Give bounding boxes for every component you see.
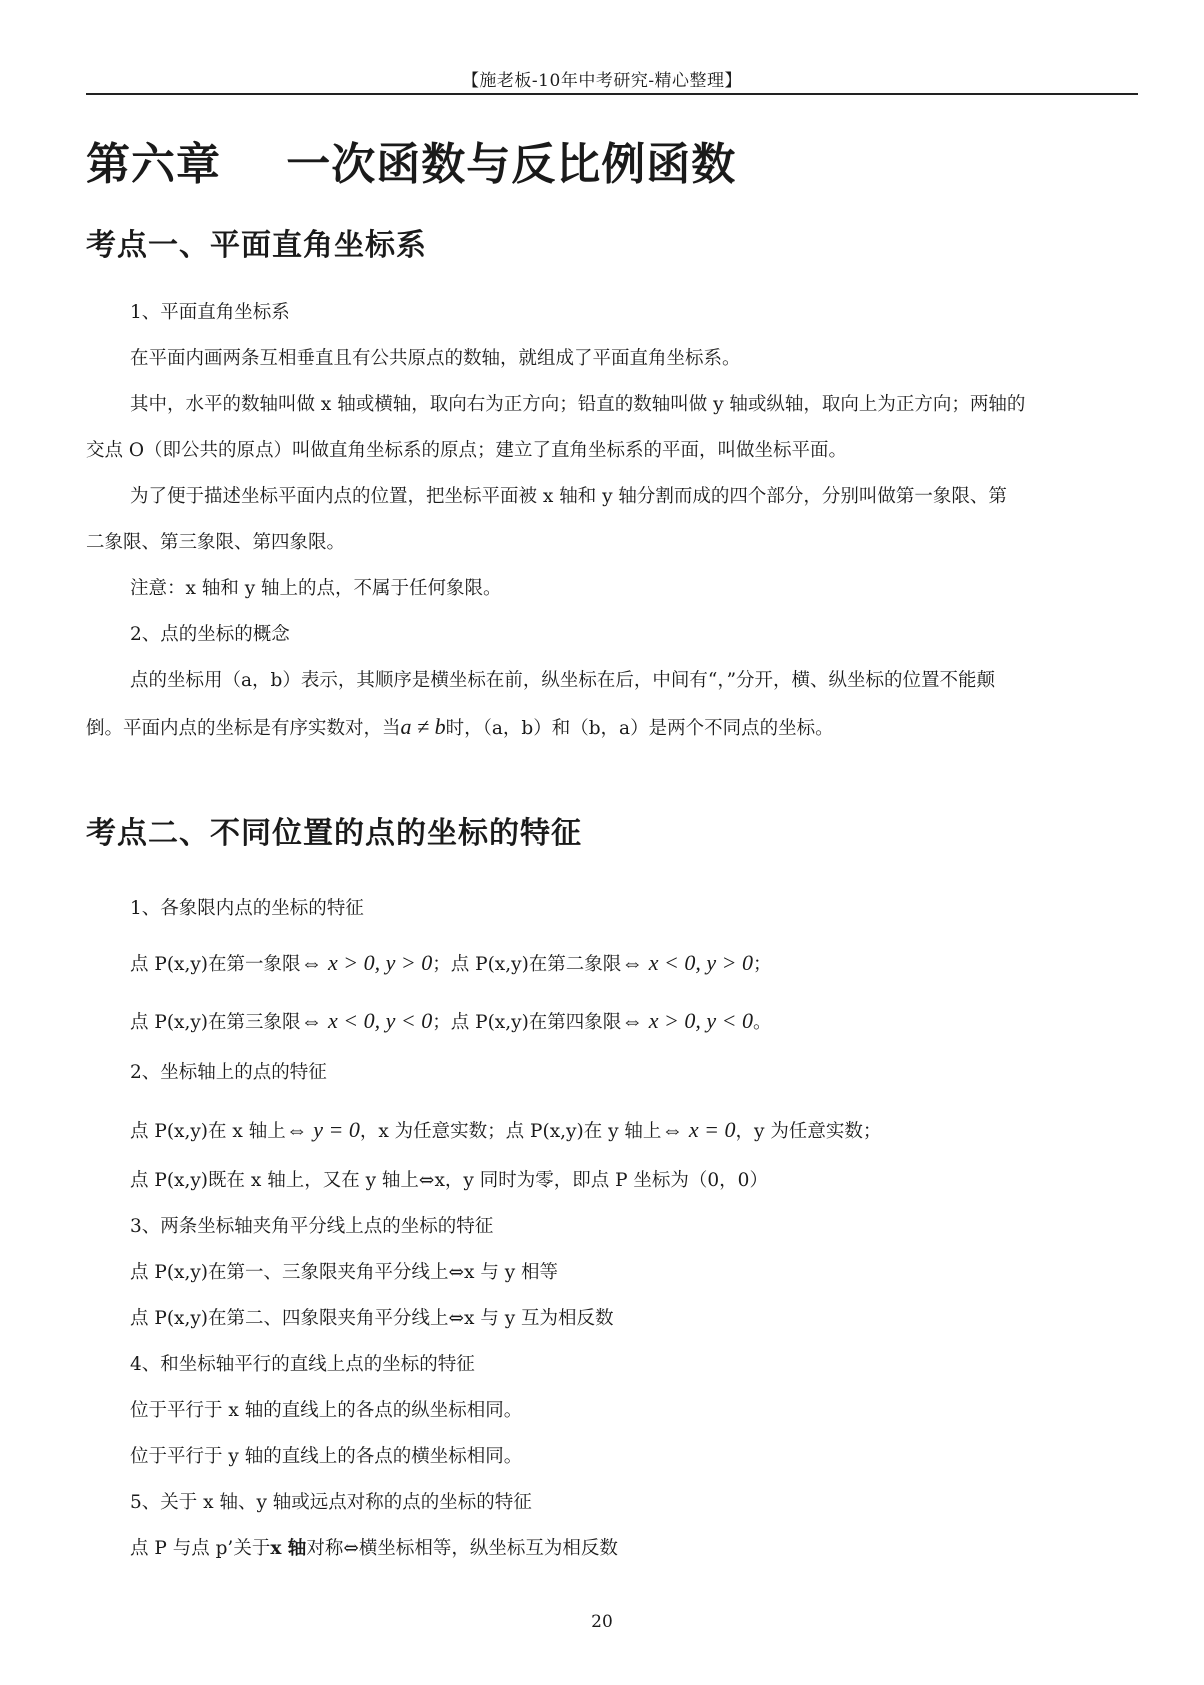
math-expression: a ≠ b [400, 714, 446, 739]
math-expression: ⇔ x < 0, y > 0 [621, 950, 754, 975]
subheading: 2、点的坐标的概念 [130, 624, 290, 645]
text-run: 点 P(x,y)在第一象限 [130, 954, 301, 975]
bisector-line-1: 点 P(x,y)在第一、三象限夹角平分线上⇔x 与 y 相等 [130, 1262, 559, 1283]
note-line: 注意：x 轴和 y 轴上的点，不属于任何象限。 [130, 578, 502, 599]
bisector-line-2: 点 P(x,y)在第二、四象限夹角平分线上⇔x 与 y 互为相反数 [130, 1308, 614, 1329]
chapter-title: 第六章 一次函数与反比例函数 [86, 139, 737, 190]
subheading: 4、和坐标轴平行的直线上点的坐标的特征 [130, 1354, 475, 1375]
paragraph-line: 交点 O（即公共的原点）叫做直角坐标系的原点；建立了直角坐标系的平面，叫做坐标平面。 [86, 440, 848, 461]
text-run: ；点 P(x,y)在第二象限 [432, 954, 622, 975]
section-2-body [86, 886, 1136, 1572]
parallel-line-1: 位于平行于 x 轴的直线上的各点的纵坐标相同。 [130, 1400, 523, 1421]
page-number: 20 [591, 1612, 613, 1632]
page-header: 【施老板-10年中考研究-精心整理】 [461, 71, 743, 91]
math-expression: ⇔ x > 0, y > 0 [300, 950, 433, 975]
math-expression: ⇔ x = 0 [661, 1117, 736, 1142]
symmetry-line [86, 1526, 1136, 1572]
text-run: 倒。平面内点的坐标是有序实数对，当 [86, 718, 401, 739]
section-title-2: 考点二、不同位置的点的坐标的特征 [86, 816, 582, 851]
math-expression: ⇔ y = 0 [285, 1117, 360, 1142]
text-run: 对称⇔横坐标相等，纵坐标互为相反数 [306, 1538, 618, 1559]
section-title-1: 考点一、平面直角坐标系 [86, 228, 427, 263]
text-run: 点 P 与点 p’关于 [130, 1538, 271, 1559]
paragraph-line: 其中，水平的数轴叫做 x 轴或横轴，取向右为正方向；铅直的数轴叫做 y 轴或纵轴，取向上为正方向；两轴的 [130, 394, 1026, 415]
parallel-line-2: 位于平行于 y 轴的直线上的各点的横坐标相同。 [130, 1446, 523, 1467]
subheading: 1、平面直角坐标系 [130, 302, 290, 323]
math-expression: ⇔ x > 0, y < 0 [621, 1008, 754, 1033]
header-rule [86, 93, 1138, 95]
axis-line [86, 1102, 1136, 1158]
paragraph-line: 点的坐标用（a，b）表示，其顺序是横坐标在前，纵坐标在后，中间有“，”分开，横、纵坐标的位置不能颠 [130, 670, 996, 691]
text-run: 点 P(x,y)在 x 轴上 [130, 1121, 286, 1142]
math-expression: ⇔ x < 0, y < 0 [300, 1008, 433, 1033]
text-run: 点 P(x,y)在第三象限 [130, 1012, 301, 1033]
subheading: 1、各象限内点的坐标的特征 [130, 898, 364, 919]
subheading: 5、关于 x 轴、y 轴或远点对称的点的坐标的特征 [130, 1492, 532, 1513]
text-run: ，x 为任意实数；点 P(x,y)在 y 轴上 [359, 1121, 662, 1142]
subheading: 3、两条坐标轴夹角平分线上点的坐标的特征 [130, 1216, 494, 1237]
text-run: ，y 为任意实数； [735, 1121, 882, 1142]
text-run: ；点 P(x,y)在第四象限 [432, 1012, 622, 1033]
paragraph-line: 二象限、第三象限、第四象限。 [86, 532, 346, 553]
text-run: 时，（a，b）和（b，a）是两个不同点的坐标。 [445, 718, 834, 739]
text-run: ； [753, 954, 772, 975]
section-1-body [86, 290, 1136, 752]
paragraph-line: 为了便于描述坐标平面内点的位置，把坐标平面被 x 轴和 y 轴分割而成的四个部分，分别叫做第一象限、第 [130, 486, 1007, 507]
paragraph-line [86, 704, 1136, 752]
quadrant-line-1 [86, 934, 1136, 992]
origin-line: 点 P(x,y)既在 x 轴上，又在 y 轴上⇔x，y 同时为零，即点 P 坐标为（0，0） [130, 1170, 768, 1191]
text-run: 。 [753, 1012, 772, 1033]
paragraph-line: 在平面内画两条互相垂直且有公共原点的数轴，就组成了平面直角坐标系。 [130, 348, 741, 369]
quadrant-line-2 [86, 992, 1136, 1050]
subheading: 2、坐标轴上的点的特征 [130, 1062, 327, 1083]
bold-text: x 轴 [270, 1538, 307, 1559]
